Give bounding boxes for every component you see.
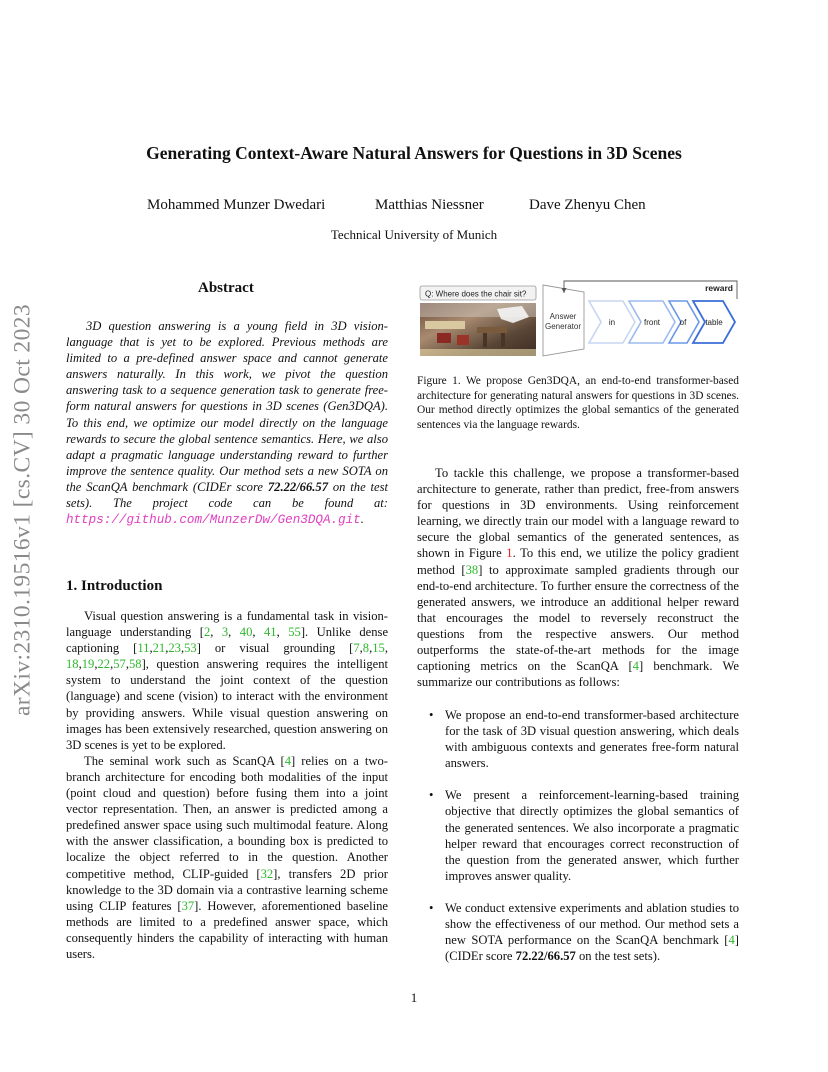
question-text: Q: Where does the chair sit? [425, 289, 527, 299]
abstract-body [66, 318, 388, 528]
affiliation: Technical University of Munich [330, 227, 498, 242]
citation-link[interactable]: 11 [137, 641, 150, 656]
arxiv-id-text: arXiv:2310.19516v1 [cs.CV] 30 Oct 2023 [9, 303, 36, 717]
author-1: Mohammed Munzer Dwedari [147, 197, 326, 213]
citation-link[interactable]: 19 [81, 657, 95, 672]
citation-link[interactable]: 21 [152, 641, 166, 656]
abstract-score: 72.22/66.57 [267, 479, 329, 494]
citation-link[interactable]: 57 [113, 657, 126, 672]
contributions-intro-paragraph: To tackle this challenge, we propose a transformer-based architecture to generate, rather than predict, free-from answers for questions in 3D environments. Using reinforcement learning, we directly train our model with a language reward to secure the global semantics of the generated sentences, as shown in Figure 1. To this end, we utilize the policy gradient method [38] to approximate sampled gradients through our end-to-end architecture. To further ensure the correctness of the generated answers, we introduce an additional helper reward that encourages the model to reversely reconstruct the questions from the respective answers. Our method outperforms the state-of-the-art methods for the image captioning metrics on the ScanQA [4] benchmark. We summarize our contributions as follows: [417, 466, 740, 690]
section-heading-introduction: 1. Introduction [66, 578, 163, 594]
citation-link[interactable]: 40 [239, 625, 253, 640]
generator-label-line-1: Answer [549, 312, 577, 321]
citation-link[interactable]: 7 [353, 641, 360, 656]
introduction-body [66, 608, 388, 962]
right-column-body [417, 465, 739, 690]
list-item: • We present a reinforcement-learning-based training objective that directly optimizes the global semantics of the generated sentences. We also incorporate a pragmatic helper reward that encourages correct reconstruction of the question from the generated answer, which further improves answer quality. [429, 788, 739, 883]
token-3-text: of [679, 318, 687, 327]
citation-link[interactable]: 38 [465, 562, 479, 577]
citation-link[interactable]: 2 [203, 625, 211, 640]
figure-1-caption: Figure 1. We propose Gen3DQA, an end-to-end transformer-based architecture for generating natural answers for questions in 3D scenes. Our method directly optimizes the global semantics of the generated sentences via the language rewards. [417, 375, 739, 431]
citation-link[interactable]: 32 [260, 866, 274, 881]
scene-image [420, 303, 536, 356]
token-4-text: table [705, 318, 723, 327]
citation-link[interactable]: 53 [184, 641, 197, 656]
intro-paragraph-2: The seminal work such as ScanQA [4] relies on a two-branch architecture for encoding both modalities of the input (point cloud and question) before fusing them into a joint vector representation. Then, an answer is predicted among a predefined answer space using such multimodal feature. Along with the answer classification, a bounding box is predicted to localize the object referred to in the question. Another competitive method, CLIP-guided [32], transfers 2D prior knowledge to the 3D domain via a contrastive learning scheme using CLIP features [37]. However, aforementioned baseline methods are limited to a predefined answer space, which consequently hinders the capability of interacting with human users. [66, 753, 389, 961]
arxiv-identifier [3, 290, 43, 730]
generator-label-line-2: Generator [544, 322, 582, 331]
citation-link[interactable]: 15 [372, 641, 385, 656]
score-bold: 72.22/66.57 [515, 949, 576, 964]
project-url-link[interactable]: https://github.com/MunzerDw/Gen3DQA.git [66, 513, 361, 528]
citation-link[interactable]: 37 [181, 898, 195, 913]
bullet-marker: • [429, 900, 434, 915]
bullet-marker: • [429, 788, 434, 803]
citation-link[interactable]: 8 [362, 641, 370, 656]
citation-link[interactable]: 4 [728, 933, 735, 948]
author-2: Matthias Niessner [375, 197, 484, 213]
citation-link[interactable]: 4 [632, 659, 639, 674]
bullet-marker: • [429, 708, 434, 722]
reward-label: reward [705, 283, 733, 293]
token-2-text: front [643, 318, 661, 327]
figure-reference-link[interactable]: 1 [506, 546, 513, 561]
intro-paragraph-1: Visual question answering is a fundamental task in vision-language understanding [2, 3, 40, 41, 55]. Unlike dense captioning [11,21,23,53] or visual grounding [7,8,15, 18,19,22,57,58], question answering requires the intelligent system to understand the joint context of the question (language) and scene (vision) to interact with the environment by providing answers. While visual question answering on images has been extensively researched, question answering on 3D scenes is yet to be explored. [66, 609, 389, 752]
citation-link[interactable]: 41 [264, 625, 277, 640]
author-3: Dave Zhenyu Chen [529, 197, 646, 213]
citation-link[interactable]: 55 [288, 625, 301, 640]
citation-link[interactable]: 22 [97, 657, 111, 672]
abstract-text: 3D question answering is a young field in 3D vision-language that is yet to be explored. Previous methods are limited to a pre-defined answer space and cannot generate answers naturally. In this work, we pivot the question answering task to a sequence generation task to generate free-form natural answers for questions in 3D scenes (Gen3DQA). To this end, we optimize our model directly on the language rewards to secure the global sentence semantics. Here, we also adapt a pragmatic language understanding reward to further improve the sentence quality. Our method sets a new SOTA on the ScanQA benchmark (CIDEr score [66, 319, 388, 494]
list-item: • We propose an end-to-end transformer-based architecture for the task of 3D visual question answering, which deals with ambiguous contexts and generates free-form natural answers. [429, 708, 739, 771]
token-1-text: in [608, 318, 616, 327]
citation-link[interactable]: 4 [284, 753, 292, 768]
citation-link[interactable]: 3 [221, 625, 229, 640]
citation-link[interactable]: 18 [66, 657, 79, 672]
page-number: 1 [410, 990, 418, 1005]
citation-link[interactable]: 58 [129, 657, 142, 672]
abstract-heading: Abstract [198, 280, 254, 296]
abstract-text-2: on the test sets). The project code can be found at: [66, 479, 388, 511]
figure-1-diagram [417, 279, 741, 361]
citation-link[interactable]: 23 [168, 641, 181, 656]
contributions-list [417, 707, 739, 980]
list-item: • We conduct extensive experiments and ablation studies to show the effectiveness of our method. Our method sets a new SOTA performance on the ScanQA benchmark [4] (CIDEr score 72.22/66.57 on the test sets). [429, 900, 739, 964]
paper-title: Generating Context-Aware Natural Answers for Questions in 3D Scenes [146, 143, 682, 163]
abstract-end: . [360, 512, 364, 527]
